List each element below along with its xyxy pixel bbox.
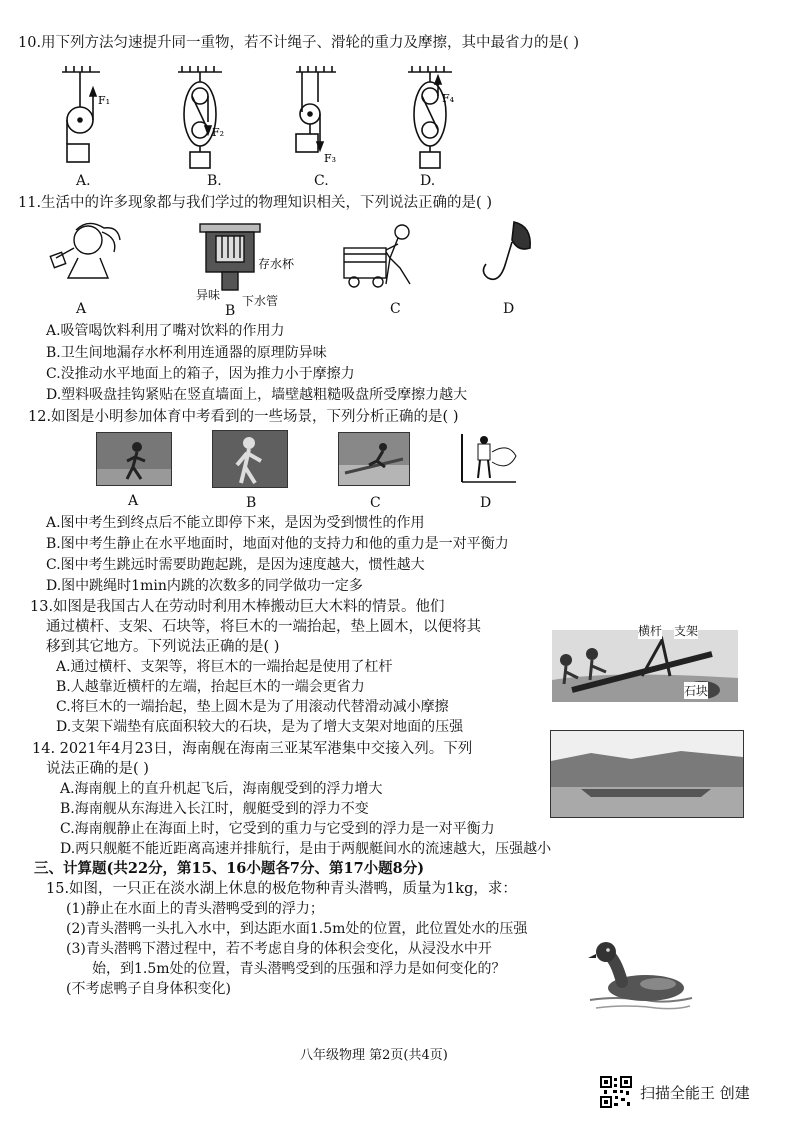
- q10-label-b: B.: [207, 173, 222, 189]
- scanner-watermark: 扫描全能王 创建: [640, 1084, 750, 1102]
- q10-label-d: D.: [420, 173, 436, 189]
- pipe-label: 下水管: [242, 294, 279, 308]
- q15-note: (不考虑鸭子自身体积变化): [66, 981, 231, 997]
- q13-stem-line-2: 通过横杆、支架、石块等，将巨木的一端抬起，垫上圆木，以便将其: [46, 619, 481, 635]
- q13-option-a: A.通过横杆、支架等，将巨木的一端抬起是使用了杠杆: [56, 659, 393, 675]
- photo-rope-skipping: [456, 432, 522, 484]
- q12-fig-label-c: C: [370, 495, 381, 511]
- q13-stem-line-1: 13.如图是我国古人在劳动时利用木棒搬动巨大木料的情景。他们: [30, 599, 445, 615]
- q10-label-c: C.: [314, 173, 329, 189]
- pulley-c-figure: [296, 66, 336, 152]
- suction-hook-figure: [483, 222, 530, 279]
- q12-option-b: B.图中考生静止在水平地面时，地面对他的支持力和他的重力是一对平衡力: [46, 536, 509, 552]
- pushing-box-figure: [344, 225, 410, 287]
- q15-part-3-cont: 始，到1.5m处的位置，青头潜鸭受到的压强和浮力是如何变化的？: [92, 961, 506, 977]
- lever-stand-label: 支架: [674, 624, 699, 638]
- photo-running: [96, 432, 172, 486]
- qr-code-icon: [600, 1076, 632, 1108]
- floor-drain-figure: [200, 224, 260, 290]
- q11-option-b: B.卫生间地漏存水杯利用连通器的原理防异味: [46, 345, 327, 361]
- q12-fig-label-b: B: [246, 495, 257, 511]
- smell-label: 异味: [196, 288, 221, 302]
- q13-stem-line-3: 移到其它地方。下列说法正确的是( ): [46, 639, 280, 655]
- photo-long-jump: [338, 432, 410, 486]
- pulley-a-figure: [62, 66, 100, 162]
- q14-stem-line-1: 14. 2021年4月23日，海南舰在海南三亚某军港集中交接入列。下列: [32, 741, 473, 757]
- q13-option-b: B.人越靠近横杆的左端，抬起巨木的一端会更省力: [56, 679, 365, 695]
- q12-option-a: A.图中考生到终点后不能立即停下来，是因为受到惯性的作用: [46, 515, 425, 531]
- hainan-ship-photo: [550, 730, 744, 818]
- q12-option-c: C.图中考生跳远时需要助跑起跳，是因为速度越大，惯性越大: [46, 557, 425, 573]
- q10-pulley-figures: [40, 62, 480, 180]
- q13-option-c: C.将巨木的一端抬起，垫上圆木是为了用滚动代替滑动减小摩擦: [56, 699, 449, 715]
- q13-option-d: D.支架下端垫有底面积较大的石块，是为了增大支架对地面的压强: [56, 719, 464, 735]
- f4-label: F₄: [442, 92, 455, 105]
- q15-part-2: (2)青头潜鸭一头扎入水中，到达距水面1.5m处的位置，此位置处水的压强: [66, 921, 528, 937]
- girl-drinking-figure: [50, 223, 120, 278]
- lever-stone-label: 石块: [684, 684, 709, 698]
- q11-option-a: A.吸管喝饮料利用了嘴对饮料的作用力: [46, 323, 285, 339]
- q15-part-1: (1)静止在水面上的青头潜鸭受到的浮力；: [66, 901, 324, 917]
- q14-option-c: C.海南舰静止在海面上时，它受到的重力与它受到的浮力是一对平衡力: [60, 821, 495, 837]
- q12-fig-label-d: D: [480, 495, 492, 511]
- q12-fig-label-a: A: [128, 493, 139, 509]
- q11-option-d: D.塑料吸盘挂钩紧贴在竖直墙面上，墙壁越粗糙吸盘所受摩擦力越大: [46, 387, 468, 403]
- page-footer: 八年级物理 第2页(共4页): [300, 1048, 448, 1063]
- f1-label: F₁: [98, 94, 111, 107]
- q12-stem: 12.如图是小明参加体育中考看到的一些场景，下列分析正确的是( ): [28, 409, 459, 425]
- f2-label: F₂: [212, 126, 225, 139]
- q15-part-3: (3)青头潜鸭下潜过程中，若不考虑自身的体积会变化，从浸没水中开: [66, 941, 492, 957]
- lever-bar-label: 横杆: [638, 624, 663, 638]
- ancient-lever-figure: [552, 620, 738, 708]
- q11-fig-label-d: D: [503, 301, 515, 317]
- q12-option-d: D.图中跳绳时1min内跳的次数多的同学做功一定多: [46, 578, 363, 594]
- photo-standing: [212, 430, 288, 488]
- pulley-b-figure: [178, 66, 225, 168]
- q10-label-a: A.: [76, 173, 91, 189]
- q14-option-d: D.两只舰艇不能近距离高速并排航行，是由于两舰艇间水的流速越大，压强越小: [60, 841, 552, 857]
- q11-stem: 11.生活中的许多现象都与我们学过的物理知识相关，下列说法正确的是( ): [18, 195, 492, 211]
- f3-label: F₃: [324, 152, 337, 165]
- q11-fig-label-a: A: [76, 301, 87, 317]
- q11-option-c: C.没推动水平地面上的箱子，因为推力小于摩擦力: [46, 366, 355, 382]
- q14-option-b: B.海南舰从东海进入长江时，舰艇受到的浮力不变: [60, 801, 369, 817]
- q15-stem: 15.如图，一只正在淡水湖上休息的极危物种青头潜鸭，质量为1kg，求：: [46, 881, 517, 897]
- diving-duck-figure: [586, 936, 696, 1016]
- cup-label: 存水杯: [258, 257, 295, 271]
- q11-figures: [48, 218, 548, 300]
- section3-heading: 三、计算题(共22分，第15、16小题各7分、第17小题8分): [34, 860, 425, 877]
- q11-fig-label-b: B: [225, 303, 236, 319]
- q11-fig-label-c: C: [390, 301, 401, 317]
- q14-stem-line-2: 说法正确的是( ): [46, 761, 149, 777]
- pulley-d-figure: [408, 66, 452, 168]
- q10-stem: 10.用下列方法匀速提升同一重物，若不计绳子、滑轮的重力及摩擦，其中最省力的是( ): [18, 35, 579, 51]
- q14-option-a: A.海南舰上的直升机起飞后，海南舰受到的浮力增大: [60, 781, 383, 797]
